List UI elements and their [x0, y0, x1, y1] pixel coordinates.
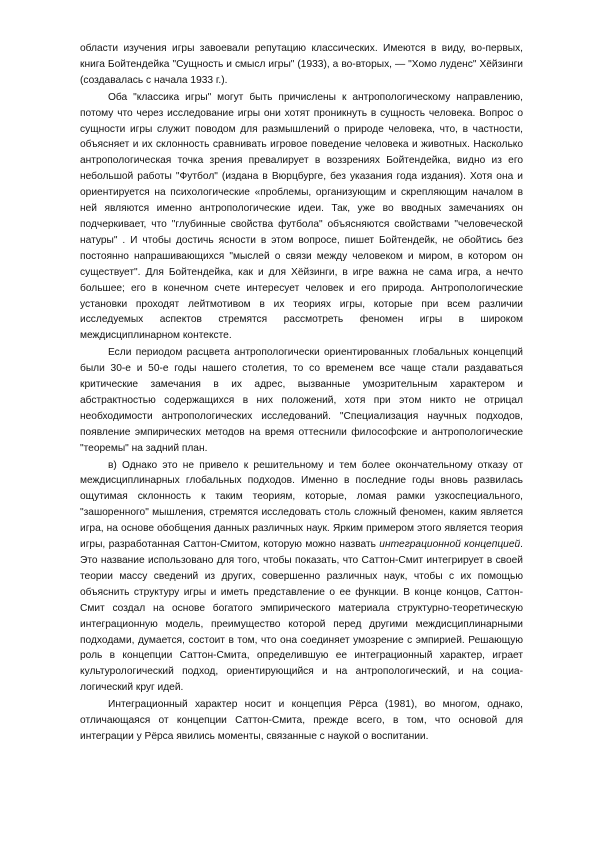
paragraph-5: [80, 697, 523, 745]
paragraph-2-text: Оба "классика игры" могут быть причислены к антропологическому направлению, потому что через исследование игры они хотят проникнуть в сущность человека. Вопрос о сущности игры служит поводом для размышлений о природе человека, что, в частности, объясняет и их склонность сравнивать игровое поведение человека и животных. Насколько антропологическая точка зрения превалирует в воззрениях Бойтендейка, видно из его небольшой работы "Футбол" (издана в Вюрцбурге, без указания года издания). Хотя она и ориентируется на психологические «проблемы, организующим и скрепляющим началом в ней являются именно антропологические идеи. Так, уже во вводных замечаниях он подчеркивает, что "глубинные свойства футбола" объясняются свойствами "человеческой натуры" . И чтобы достичь ясности в этом вопросе, пишет Бойтендейк, не обойтись без постоянно напрашивающихся "мыслей о связи между человеком и миром, в котором он существует". Для Бойтендейка, как и для Хёйзинги, в игре важна не сама игра, а нечто большее; его в конечном счете интересует человек и его природа. Антропологические установки проходят лейтмотивом в их теориях игры, которые при всем различии исследуемых аспектов стремятся рассмотреть феномен игры в широком междисциплинарном контексте.: [80, 91, 523, 342]
paragraph-4-text-b: . Это название использовано для того, чтобы показать, что Саттон-Смит интегрирует в своей теории массу сведений из других, совершенно различных наук, чтобы с их помощью объяснить структуру игры и иметь представление о ее функции. В конце концов, Саттон-Смит создал на основе богатого эмпирического материала структурно-теоретическую интеграционную модель, преимущество которой перед другими междисциплинарными подходами, думается, состоит в том, что она соединяет умозрение с эмпирией. Решающую роль в концепции Саттон-Смита, определившую ее интеграционный характер, играет культурологический подход, ориентирующийся и на антропологический, и на социа-логический круг идей.: [80, 539, 523, 694]
paragraph-4-emphasis: интеграционной концепцией: [379, 539, 521, 551]
paragraph-4: [80, 458, 523, 697]
paragraph-4-text-a: в) Однако это не привело к решительному и тем более окончательному отказу от междисциплинарных глобальных подходов. Именно в последние годы вновь развилась ощутимая склонность к таким теориям, которые, ломая рамки узкоспециального, "зашоренного" мышления, стремятся исследовать столь сложный феномен, каким является игра, на основе обобщения данных различных наук. Ярким примером этого является теория игры, разработанная Саттон-Смитом, которую можно назвать: [80, 459, 523, 551]
paragraph-3: [80, 345, 523, 456]
paragraph-1: [80, 41, 523, 89]
paragraph-1-text: области изучения игры завоевали репутацию классических. Имеются в виду, во-первых, книга Бойтендейка "Сущность и смысл игры" (1933), а во-вторых, — "Хомо луденс" Хёйзинги (создавалась с начала 1933 г.).: [80, 43, 523, 86]
paragraph-5-text: Интеграционный характер носит и концепция Рёрса (1981), во многом, однако, отличающаяся от концепции Саттон-Смита, прежде всего, в том, что основой для интеграции у Рёрса явились моменты, связанные с наукой о воспитании.: [80, 699, 523, 742]
document-page: [80, 41, 523, 745]
paragraph-2: [80, 90, 523, 345]
paragraph-3-text: Если периодом расцвета антропологически ориентированных глобальных концепций были 30-е и 50-е годы нашего столетия, то со временем все чаще стали раздаваться критические замечания в их адрес, вызванные умозрительным характером и абстрактностью содержащихся в них положений, хотя при этом никто не отрицал необходимости антропологических исследований. "Специализация научных подходов, появление эмпирических методов на время оттеснили философские и антропологические "теоремы" на задний план.: [80, 347, 523, 454]
